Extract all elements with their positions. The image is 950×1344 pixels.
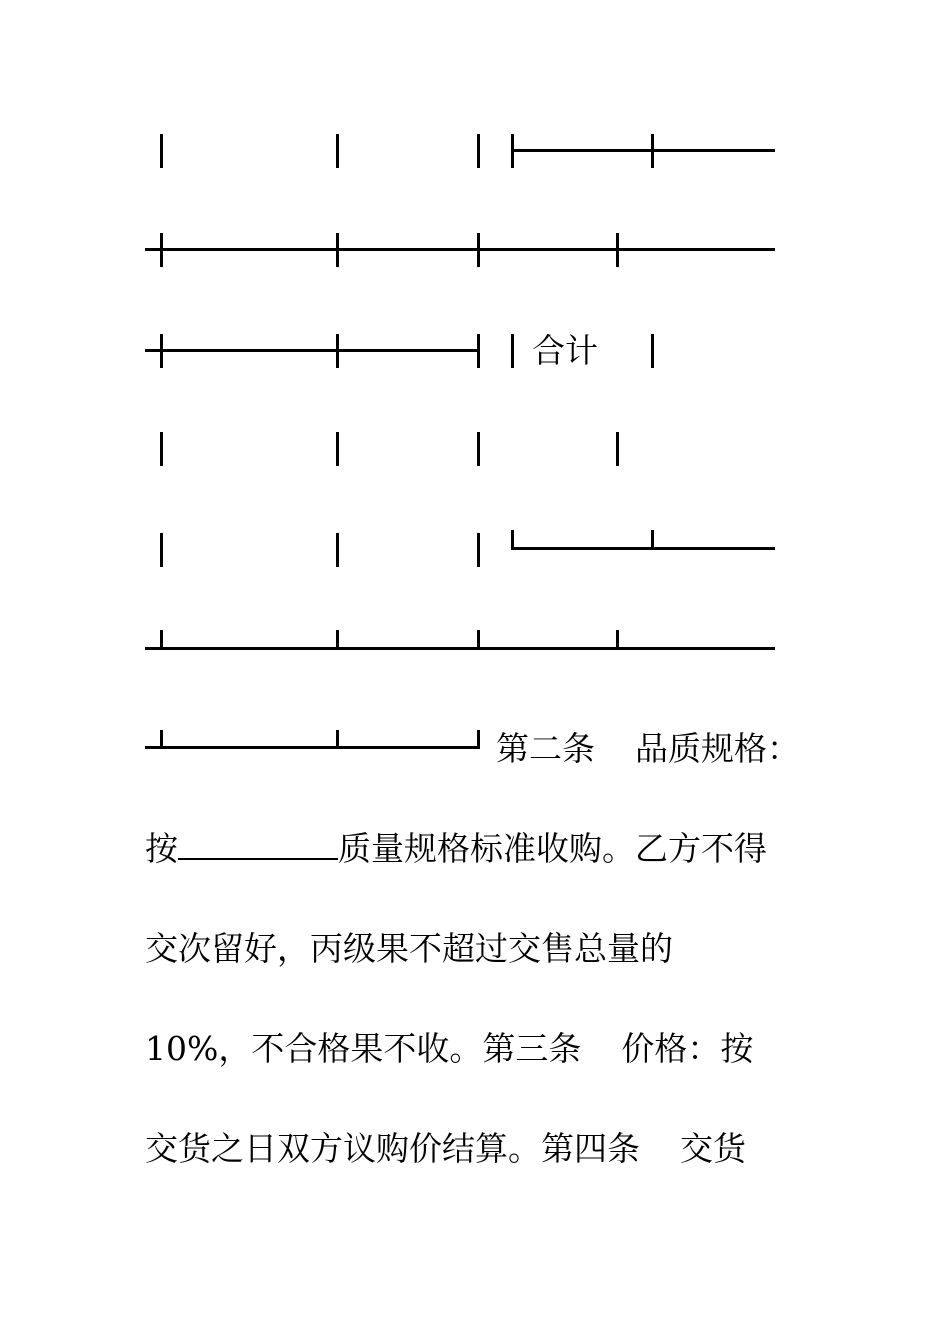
table-vline: [160, 233, 163, 267]
article4-title: 第四条: [541, 1129, 640, 1168]
table-hline: [511, 149, 775, 152]
article3-text-cont: 交货之日双方议购价结算。: [145, 1129, 541, 1168]
article2-line1: [145, 829, 767, 869]
table-vline: [160, 432, 163, 466]
article2-title: 第二条: [496, 729, 595, 768]
article2-line1-before: 按: [145, 829, 178, 868]
table-vline: [160, 134, 163, 168]
table-vline: [477, 233, 480, 267]
table-vline: [160, 533, 163, 567]
table-vline: [477, 630, 480, 649]
article2-line3-start: 10%，不合格果不收。: [145, 1029, 483, 1068]
table-vline: [477, 334, 480, 368]
table-vline: [336, 630, 339, 649]
article2-line1-after: 质量规格标准收购。乙方不得: [338, 829, 767, 868]
table-vline: [477, 134, 480, 168]
table-vline: [616, 233, 619, 267]
article2-heading: 品质规格：: [635, 729, 800, 768]
article4-heading: 交货: [680, 1129, 746, 1168]
table-hline: [145, 647, 775, 650]
article3-line2: [145, 1129, 746, 1169]
table-vline: [336, 134, 339, 168]
article2-line2: 交次留好，丙级果不超过交售总量的: [145, 929, 673, 968]
table-vline: [616, 630, 619, 649]
article3-heading: 价格：: [621, 1029, 721, 1068]
table-vline: [651, 530, 654, 549]
table-hline: [145, 349, 479, 352]
table-vline: [160, 334, 163, 368]
table-vline: [336, 533, 339, 567]
table-vline: [651, 334, 654, 368]
table-hline: [511, 547, 775, 550]
table-hline: [145, 746, 479, 749]
table-vline: [336, 334, 339, 368]
total-label: 合计: [532, 331, 598, 370]
table-vline: [477, 730, 480, 749]
fill-in-blank: [178, 830, 338, 860]
table-vline: [336, 730, 339, 749]
table-vline: [616, 432, 619, 466]
table-vline: [477, 533, 480, 567]
article3-text-start: 按: [720, 1029, 754, 1068]
table-vline: [160, 630, 163, 649]
article2-line3: [145, 1029, 753, 1069]
table-vline: [160, 730, 163, 749]
table-vline: [477, 432, 480, 466]
table-vline: [336, 233, 339, 267]
table-vline: [336, 432, 339, 466]
table-vline: [651, 134, 654, 168]
table-hline: [145, 248, 775, 251]
article2-title-line: [496, 729, 800, 769]
article3-title: 第三条: [482, 1029, 582, 1068]
table-vline: [511, 334, 514, 368]
